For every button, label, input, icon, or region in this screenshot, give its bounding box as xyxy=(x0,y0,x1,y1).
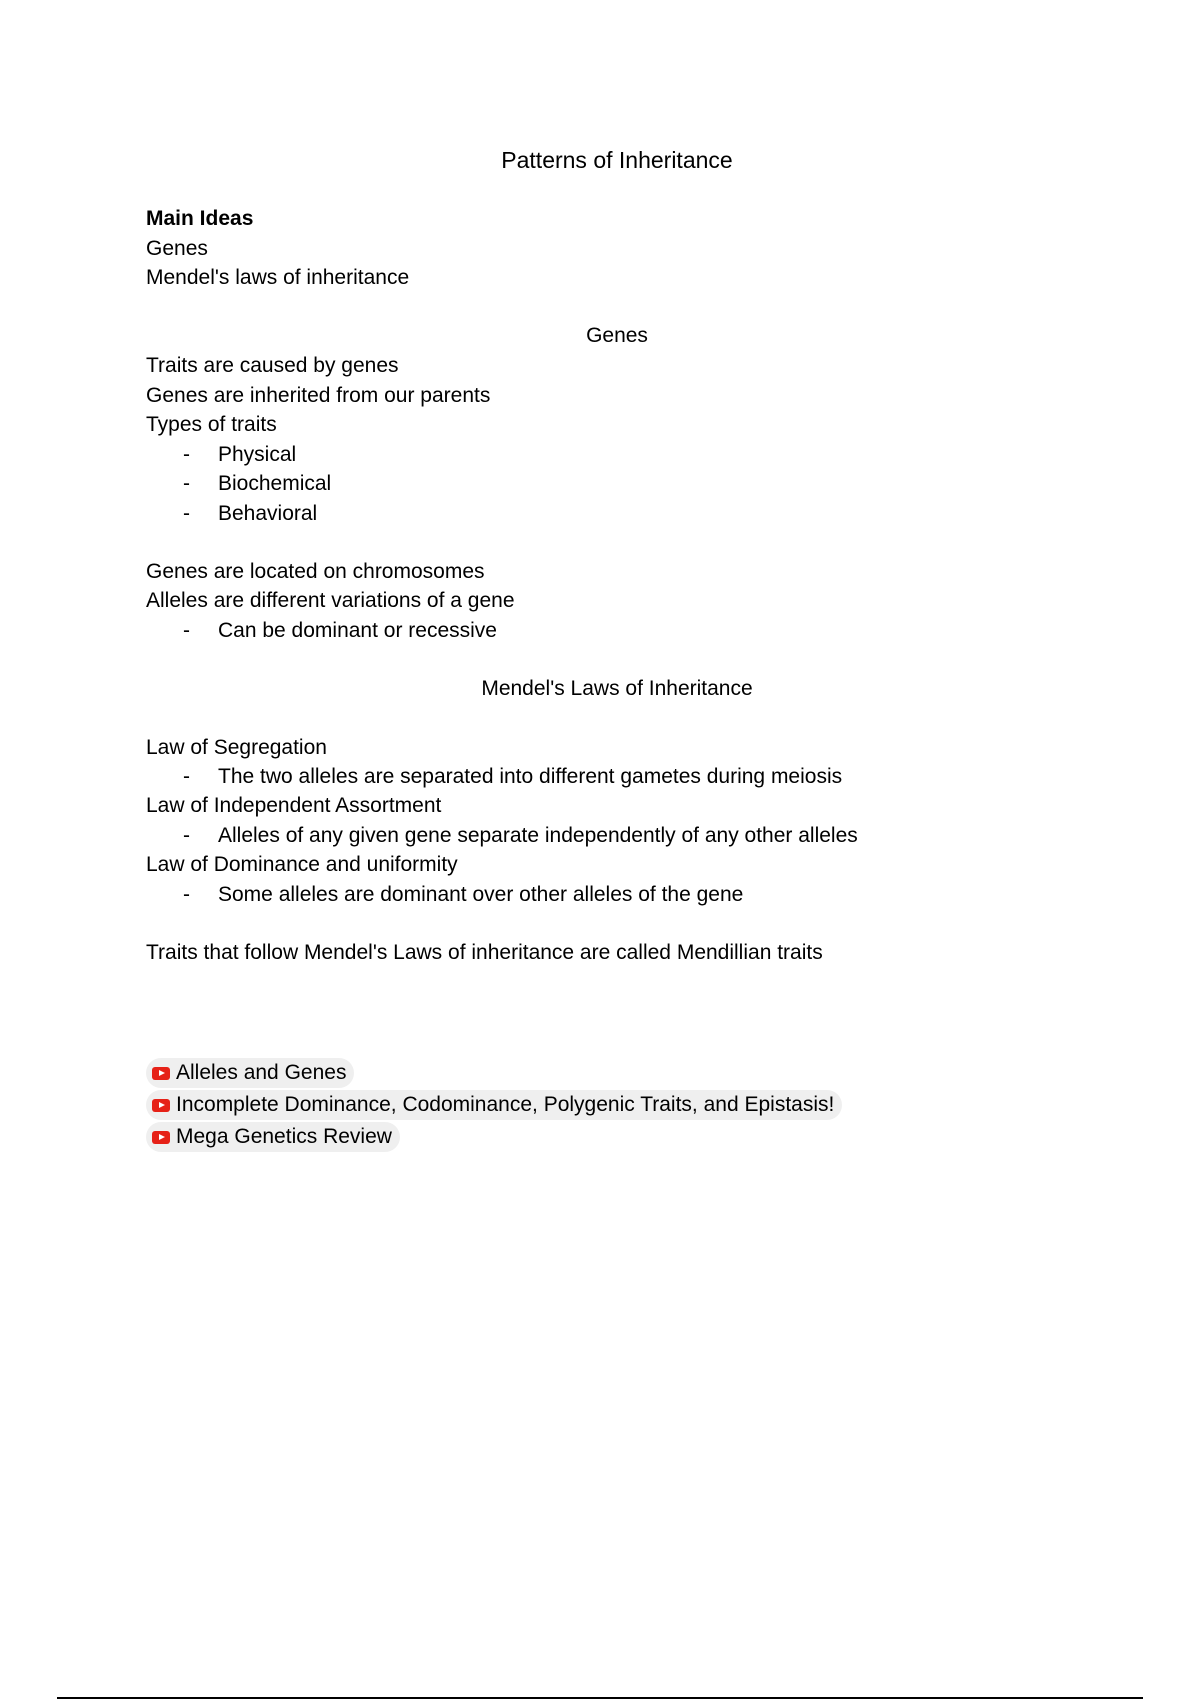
allele-note: Can be dominant or recessive xyxy=(218,619,497,642)
genes-line: Types of traits xyxy=(146,413,277,436)
trait-type-item: Physical xyxy=(218,443,297,466)
youtube-icon xyxy=(152,1131,170,1144)
genes-heading: Genes xyxy=(586,324,648,347)
genes-line: Genes are inherited from our parents xyxy=(146,384,491,407)
law-name: Law of Independent Assortment xyxy=(146,794,442,817)
bullet-dash: - xyxy=(183,472,190,495)
video-link-label[interactable]: Incomplete Dominance, Codominance, Polygenic Traits, and Epistasis! xyxy=(176,1093,835,1116)
main-idea-item: Mendel's laws of inheritance xyxy=(146,266,410,289)
video-link-label[interactable]: Alleles and Genes xyxy=(176,1061,347,1084)
law-detail: Some alleles are dominant over other alleles of the gene xyxy=(218,883,744,906)
video-link-chip[interactable] xyxy=(146,1090,842,1120)
law-detail: The two alleles are separated into different gametes during meiosis xyxy=(218,765,843,788)
genes-line: Genes are located on chromosomes xyxy=(146,560,485,583)
video-link-chip[interactable] xyxy=(146,1058,354,1088)
page-title: Patterns of Inheritance xyxy=(501,147,733,173)
video-link-chip[interactable] xyxy=(146,1122,400,1152)
mendel-heading: Mendel's Laws of Inheritance xyxy=(481,677,753,700)
bullet-dash: - xyxy=(183,883,190,906)
bullet-dash: - xyxy=(183,824,190,847)
mendel-summary: Traits that follow Mendel's Laws of inheritance are called Mendillian traits xyxy=(146,941,823,964)
youtube-icon xyxy=(152,1099,170,1112)
law-detail: Alleles of any given gene separate independently of any other alleles xyxy=(218,824,858,847)
bullet-dash: - xyxy=(183,619,190,642)
genes-line: Alleles are different variations of a gene xyxy=(146,589,515,612)
bullet-dash: - xyxy=(183,765,190,788)
main-idea-item: Genes xyxy=(146,237,208,260)
bullet-dash: - xyxy=(183,502,190,525)
trait-type-item: Biochemical xyxy=(218,472,332,495)
main-ideas-heading: Main Ideas xyxy=(146,207,254,230)
trait-type-item: Behavioral xyxy=(218,502,318,525)
youtube-icon xyxy=(152,1067,170,1080)
genes-line: Traits are caused by genes xyxy=(146,354,399,377)
bullet-dash: - xyxy=(183,443,190,466)
law-name: Law of Segregation xyxy=(146,736,327,759)
footer-divider xyxy=(57,1697,1143,1699)
law-name: Law of Dominance and uniformity xyxy=(146,853,458,876)
video-link-label[interactable]: Mega Genetics Review xyxy=(176,1125,392,1148)
